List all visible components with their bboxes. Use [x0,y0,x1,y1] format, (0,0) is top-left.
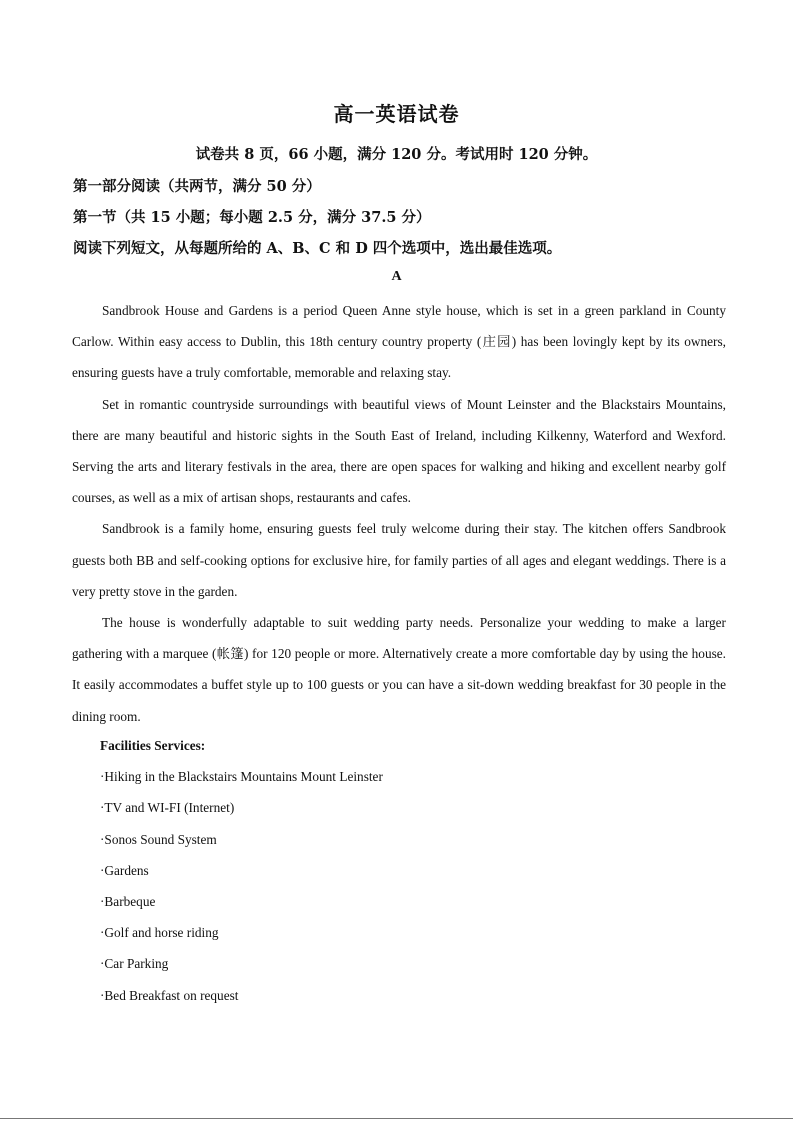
paragraph: The house is wonderfully adaptable to suit wedding party needs. Personalize your wedding to make a larger gathering with a marquee (帐篷) for 120 people or more. Alternatively create a more comfortable day by using the house. It easily accommodates a buffet style up to 100 guests or you can have a sit-down wedding breakfast for 30 people in the dining room. [72,615,726,724]
list-item: ·TV and WI-FI (Internet) [100,800,235,816]
list-item: ·Bed Breakfast on request [100,987,239,1003]
part-heading: 第一部分阅读（共两节，满分 50 分） [73,178,321,195]
paragraph: Sandbrook is a family home, ensuring guests feel truly welcome during their stay. The kitchen offers Sandbrook guests both BB and self-cooking options for exclusive hire, for family parties of all ages and elegant weddings. There is a very pretty stove in the garden. [72,521,726,599]
list-item: ·Sonos Sound System [100,831,217,847]
page-bottom-divider [0,1118,793,1119]
list-item: ·Gardens [100,862,149,878]
facilities-heading: Facilities Services: [100,738,206,753]
facilities-list [100,761,383,1011]
list-item: ·Barbeque [100,894,156,910]
paragraph: Set in romantic countryside surroundings with beautiful views of Mount Leinster and the Blackstairs Mountains, there are many beautiful and historic sights in the South East of Ireland, including Kilkenny, Waterford and Wexford. Serving the arts and literary festivals in the area, there are open spaces for walking and hiking and excellent nearby golf courses, as well as a mix of artisan shops, restaurants and cafes. [72,396,726,506]
list-item: ·Golf and horse riding [100,925,219,941]
passage-label: A [391,269,402,284]
list-item: ·Car Parking [100,956,169,972]
section-heading: 第一节（共 15 小题；每小题 2.5 分，满分 37.5 分） [73,209,431,226]
paragraph: Sandbrook House and Gardens is a period Queen Anne style house, which is set in a green parkland in County Carlow. Within easy access to Dublin, this 18th century country property (庄园) has been lovingly kept by its owners, ensuring guests have a truly comfortable, memorable and relaxing stay. [72,303,726,381]
exam-instructions: 试卷共 8 页，66 小题，满分 120 分。考试用时 120 分钟。 [195,146,598,163]
section-instruction: 阅读下列短文，从每题所给的 A、B、C 和 D 四个选项中，选出最佳选项。 [73,240,562,257]
exam-title: 高一英语试卷 [333,102,460,126]
passage-body [72,295,726,732]
facilities-section [100,730,383,1011]
list-item: ·Hiking in the Blackstairs Mountains Mount Leinster [100,769,383,785]
